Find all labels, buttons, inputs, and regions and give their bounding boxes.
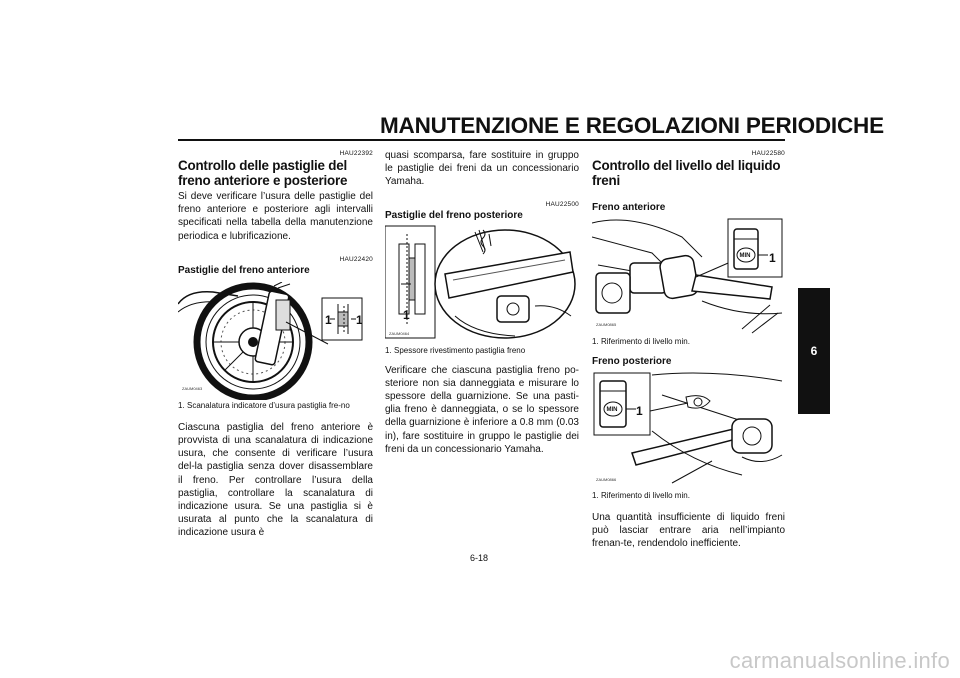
body-paragraph: Ciascuna pastiglia del freno anteriore è provvista di una scanalatura di indicazione usura, che consente di verificare l’usura del-la pastiglia senza dover disassemblare il freno. Per controllare l’usura della pastiglia, controllare la scanalatura di indicazione usura. Se una pastiglia si è usurata al punto che la scanalatura di indicazione usura è xyxy=(178,421,373,539)
figure-caption xyxy=(592,491,785,501)
page-number: 6-18 xyxy=(470,553,489,563)
callout-number: 1 xyxy=(769,251,776,265)
rear-brake-figure xyxy=(385,224,579,342)
callout-number: 1 xyxy=(636,404,643,418)
column-middle xyxy=(385,150,579,456)
body-paragraph: Una quantità insufficiente di liquido freni può lasciar entrare aria nell’impianto frenan-te, rendendolo inefficiente. xyxy=(592,512,785,550)
header-rule xyxy=(178,139,785,141)
caption-text: Spessore rivestimento pastiglia freno xyxy=(394,345,526,355)
front-reservoir-figure xyxy=(592,217,785,335)
front-brake-figure xyxy=(178,282,373,400)
caption-text: Riferimento di livello min. xyxy=(601,337,690,346)
rear-caliper-illustration xyxy=(385,224,579,342)
figure-code: ZAUM0464 xyxy=(389,330,410,336)
figure-caption xyxy=(178,401,373,411)
figure-caption xyxy=(385,346,579,356)
figure-code: ZAUM0866 xyxy=(596,477,617,482)
callout-number: 1 xyxy=(325,312,332,327)
caption-number: 1. xyxy=(592,491,599,500)
page-title: MANUTENZIONE E REGOLAZIONI PERIODICHE xyxy=(380,113,884,138)
rear-reservoir-illustration xyxy=(592,371,785,489)
caption-number: 1. xyxy=(178,400,185,410)
intro-paragraph: Si deve verificare l’usura delle pastiglie del freno anteriore e posteriore agli intervalli specificati nella tabella della manutenzione periodica e lubrificazione. xyxy=(178,191,373,242)
front-wheel-illustration xyxy=(178,282,373,400)
rear-reservoir-figure xyxy=(592,371,785,489)
body-paragraph: Verificare che ciascuna pastiglia freno po-steriore non sia danneggiata e misurare lo spessore della guarnizione. Se una pasti-glia freno è danneggiata, o se lo spessore della guarnizione è inferiore a 0.8 mm (0.03 in), fare sostituire in gruppo le pastiglie dei freni da un concessionario Yamaha. xyxy=(385,364,579,455)
figure-caption xyxy=(592,337,785,347)
callout-number: 1 xyxy=(403,307,410,322)
continued-paragraph: quasi scomparsa, fare sostituire in gruppo le pastiglie dei freni da un concessionario Yamaha. xyxy=(385,150,579,188)
figure-code: ZAUM0865 xyxy=(596,322,617,327)
section-code: HAU22392 xyxy=(339,150,373,157)
caption-text: Riferimento di livello min. xyxy=(601,491,690,500)
front-reservoir-illustration xyxy=(592,217,785,335)
subsection-code: HAU22500 xyxy=(545,200,579,208)
min-mark: MIN xyxy=(606,407,618,413)
caption-number: 1. xyxy=(385,345,392,355)
figure-code: ZAUM0463 xyxy=(182,385,203,391)
subsection-heading: Freno anteriore xyxy=(592,202,666,213)
section-heading: Controllo delle pastiglie del freno anteriore e posteriore xyxy=(178,158,348,188)
section-code: HAU22580 xyxy=(751,150,785,157)
subsection-heading: Pastiglie del freno posteriore xyxy=(385,209,523,221)
caption-number: 1. xyxy=(592,337,599,346)
chapter-tab: 6 xyxy=(798,288,830,414)
watermark: carmanualsonline.info xyxy=(729,648,950,673)
section-heading: Controllo del livello del liquido freni xyxy=(592,158,781,188)
subsection-heading: Pastiglie del freno anteriore xyxy=(178,264,310,276)
subsection-heading: Freno posteriore xyxy=(592,356,672,367)
subsection-code: HAU22420 xyxy=(339,255,373,263)
min-mark: MIN xyxy=(739,253,751,259)
column-right xyxy=(592,150,785,551)
column-left xyxy=(178,150,373,540)
callout-number: 1 xyxy=(356,312,363,327)
caption-text: Scanalatura indicatore d’usura pastiglia fre-no xyxy=(187,400,350,410)
